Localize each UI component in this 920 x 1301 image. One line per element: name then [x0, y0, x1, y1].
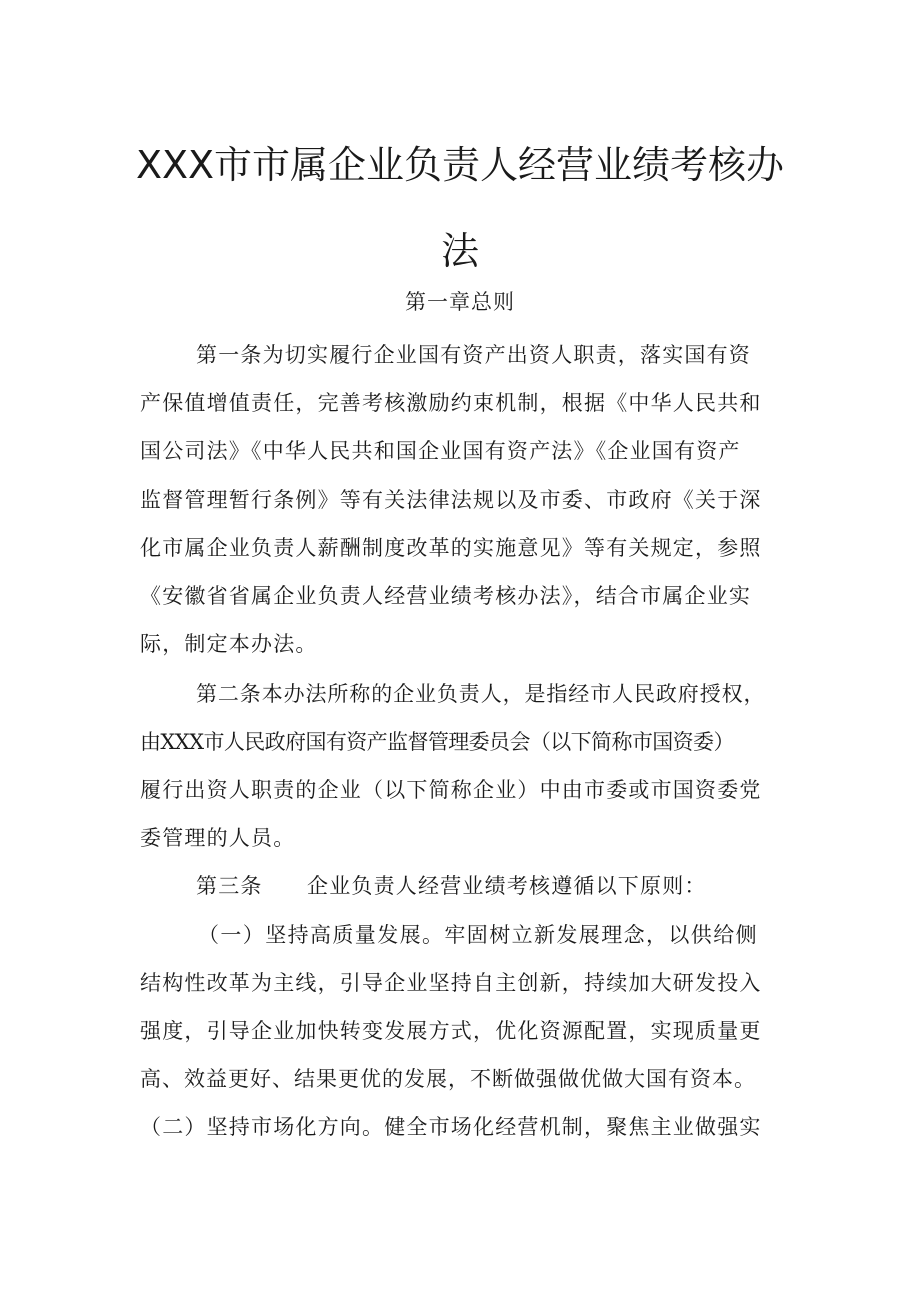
body-line: 履行出资人职责的企业（以下简称企业）中由市委或市国资委党: [140, 778, 762, 802]
body-line: 高、效益更好、结果更优的发展，不断做强做优做大国有资本。: [140, 1067, 756, 1091]
body-line: 委管理的人员。: [140, 826, 296, 850]
body-line: 第三条 企业负责人经营业绩考核遵循以下原则：: [196, 874, 707, 898]
body-line: 第一条为切实履行企业国有资产出资人职责，落实国有资: [196, 343, 751, 367]
body-line: （一）坚持高质量发展。牢固树立新发展理念，以供给侧: [198, 923, 758, 947]
body-line: （二）坚持市场化方向。健全市场化经营机制，聚焦主业做强实: [140, 1115, 762, 1139]
body-line: 化市属企业负责人薪酬制度改革的实施意见》等有关规定，参照: [140, 536, 762, 560]
body-line: 由XXX市人民政府国有资产监督管理委员会（以下简称市国资委）: [140, 730, 734, 754]
chapter-heading: 第一章总则: [405, 290, 515, 314]
body-line: 强度，引导企业加快转变发展方式，优化资源配置，实现质量更: [140, 1019, 762, 1043]
body-line: 产保值增值责任，完善考核激励约束机制，根据《中华人民共和: [140, 391, 762, 415]
document-title-line-2: 法: [440, 229, 479, 273]
body-line: 监督管理暂行条例》等有关法律法规以及市委、市政府《关于深: [140, 488, 762, 512]
body-line: 第二条本办法所称的企业负责人，是指经市人民政府授权，: [196, 682, 766, 706]
body-line: 《安徽省省属企业负责人经营业绩考核办法》，结合市属企业实: [140, 584, 752, 608]
document-title-line-1: XXX市市属企业负责人经营业绩考核办: [135, 143, 785, 187]
body-line: 国公司法》《中华人民共和国企业国有资产法》《企业国有资产: [140, 439, 741, 463]
body-line: 结构性改革为主线，引导企业坚持自主创新，持续加大研发投入: [140, 971, 762, 995]
body-line: 际，制定本办法。: [140, 632, 318, 656]
